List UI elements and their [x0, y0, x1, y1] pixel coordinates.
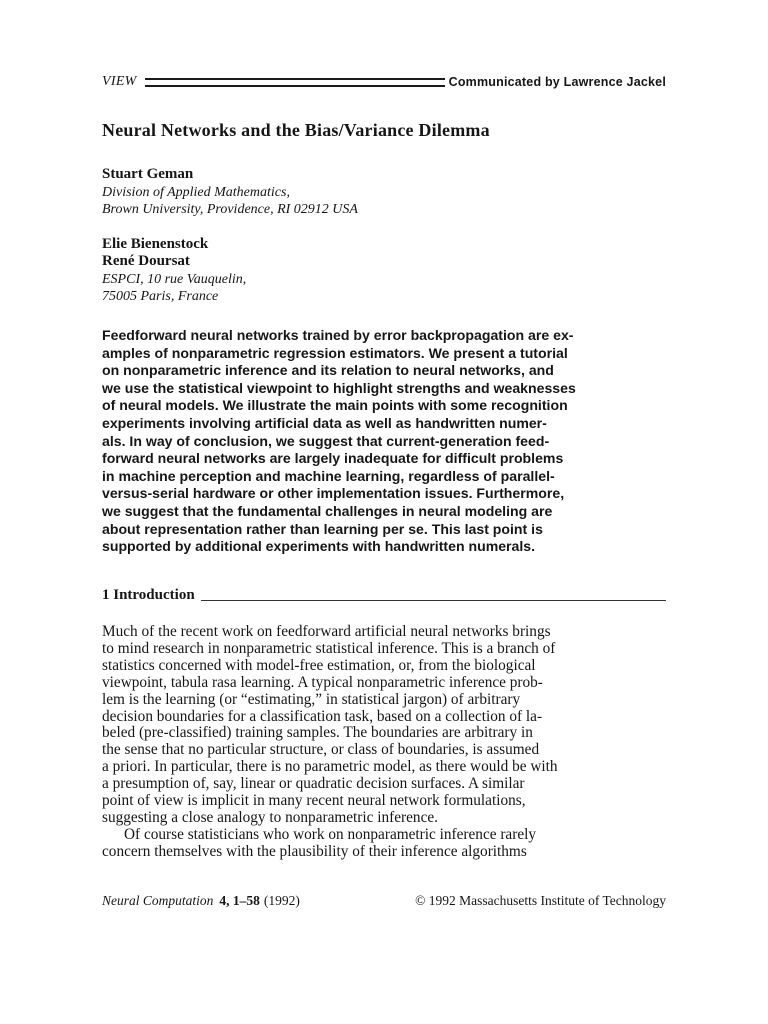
body-line: to mind research in nonparametric statistical inference. This is a branch of: [102, 639, 556, 657]
author-affiliation-line: ESPCI, 10 rue Vauquelin,: [102, 272, 247, 287]
author-name: René Doursat: [102, 253, 190, 269]
body-line: the sense that no particular structure, or class of boundaries, is assumed: [102, 741, 540, 759]
abstract: [102, 327, 666, 556]
author-name: Elie Bienenstock: [102, 236, 209, 252]
paper-title: Neural Networks and the Bias/Variance Dilemma: [102, 120, 490, 140]
section-title: 1 Introduction: [102, 586, 195, 603]
journal-name: Neural Computation: [102, 893, 214, 908]
abstract-line: forward neural networks are largely inadequate for difficult problems: [102, 450, 564, 467]
body-line: point of view is implicit in many recent neural network formulations,: [102, 792, 526, 810]
author-name: Stuart Geman: [102, 166, 194, 182]
body-line: Much of the recent work on feedforward artificial neural networks brings: [102, 623, 551, 640]
abstract-line: we suggest that the fundamental challenges in neural modeling are: [102, 502, 553, 519]
body-line: lem is the learning (or “estimating,” in statistical jargon) of arbitrary: [102, 690, 521, 708]
abstract-line: amples of nonparametric regression estimators. We present a tutorial: [102, 344, 568, 361]
communicated-by: Communicated by Lawrence Jackel: [448, 75, 666, 89]
abstract-line: versus-serial hardware or other implementation issues. Furthermore,: [102, 485, 565, 502]
running-header: [102, 72, 666, 92]
body-line: concern themselves with the plausibility of their inference algorithms: [102, 842, 527, 860]
abstract-line: als. In way of conclusion, we suggest that current-generation feed-: [102, 432, 550, 449]
section-label: VIEW: [102, 74, 137, 89]
author-affiliation-line: 75005 Paris, France: [102, 289, 219, 304]
abstract-line: of neural models. We illustrate the main points with some recognition: [102, 397, 568, 414]
body-line: statistics concerned with model-free estimation, or, from the biological: [102, 656, 536, 674]
abstract-line: experiments involving artificial data as well as handwritten numer-: [102, 414, 547, 431]
body-line: decision boundaries for a classification task, based on a collection of la-: [102, 707, 543, 725]
section-rule: [201, 600, 666, 601]
body-line: suggesting a close analogy to nonparametric inference.: [102, 808, 438, 826]
author-affiliation-line: Division of Applied Mathematics,: [102, 185, 290, 200]
body-line: Of course statisticians who work on nonparametric inference rarely: [124, 825, 537, 843]
journal-year: (1992): [263, 893, 300, 908]
copyright-notice: © 1992 Massachusetts Institute of Technology: [415, 893, 666, 908]
abstract-line: on nonparametric inference and its relation to neural networks, and: [102, 362, 554, 379]
section-heading: [102, 585, 666, 605]
body-line: beled (pre-classified) training samples. The boundaries are arbitrary in: [102, 724, 533, 742]
journal-volume: 4, 1–58: [219, 893, 260, 908]
body-line: a presumption of, say, linear or quadratic decision surfaces. A similar: [102, 775, 525, 793]
abstract-line: supported by additional experiments with handwritten numerals.: [102, 538, 536, 555]
author-affiliation-line: Brown University, Providence, RI 02912 USA: [102, 202, 358, 217]
header-rule: [145, 78, 445, 87]
body-text: [102, 624, 666, 861]
abstract-line: in machine perception and machine learning, regardless of parallel-: [102, 467, 555, 484]
body-line: a priori. In particular, there is no parametric model, as there would be with: [102, 758, 558, 776]
body-line: viewpoint, tabula rasa learning. A typical nonparametric inference prob-: [102, 673, 543, 691]
abstract-line: Feedforward neural networks trained by error backpropagation are ex-: [102, 327, 574, 343]
abstract-line: we use the statistical viewpoint to highlight strengths and weaknesses: [102, 379, 576, 396]
abstract-line: about representation rather than learning per se. This last point is: [102, 520, 543, 537]
page-footer: [102, 891, 666, 911]
